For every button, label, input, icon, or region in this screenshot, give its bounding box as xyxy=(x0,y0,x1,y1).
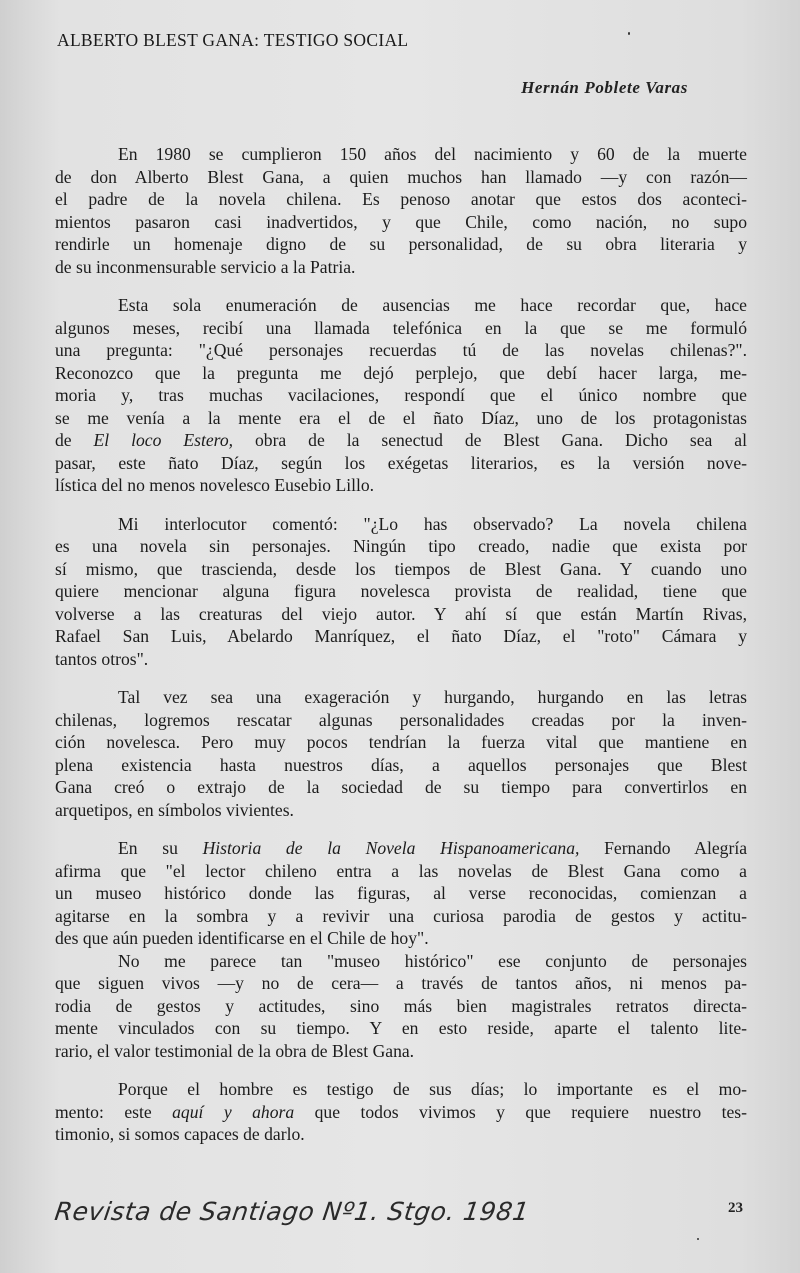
text-line: volverse a las creaturas del viejo autor. Y ahí sí que están Martín Rivas, xyxy=(55,603,747,624)
emphasis-aqui-y-ahora: aquí y ahora xyxy=(172,1101,295,1122)
handwritten-citation: Revista de Santiago Nº1. Stgo. 1981 xyxy=(52,1197,532,1226)
text-line: una pregunta: "¿Qué personajes recuerdas tú de las novelas chilenas?". xyxy=(55,340,747,360)
text-line: Esta sola enumeración de ausencias me hace recordar que, hace xyxy=(118,295,747,315)
text-line: arquetipos, en símbolos vivientes. xyxy=(55,799,294,820)
text-line: mente vinculados con su tiempo. Y en esto reside, aparte el talento lite- xyxy=(55,1018,747,1038)
text-fragment: En su xyxy=(118,838,203,858)
text-fragment: obra de la senectud de Blest Gana. Dicho sea al xyxy=(233,430,747,450)
paragraph-6 xyxy=(55,950,747,1063)
text-fragment: de xyxy=(55,430,94,450)
text-line: lística del no menos novelesco Eusebio Lillo. xyxy=(55,475,375,495)
text-line xyxy=(55,429,747,452)
book-title-historia-novela: Historia de la Novela Hispanoamericana, xyxy=(202,838,580,858)
text-line: No me parece tan "museo histórico" ese conjunto de personajes xyxy=(118,950,747,971)
text-line: un museo histórico donde las figuras, al verse reconocidas, comienzan a xyxy=(55,883,747,903)
text-line: rario, el valor testimonial de la obra de Blest Gana. xyxy=(55,1040,415,1061)
text-line: En 1980 se cumplieron 150 años del nacimiento y 60 de la muerte xyxy=(118,144,747,164)
text-line: rendirle un homenaje digno de su personalidad, de su obra literaria y xyxy=(55,234,747,254)
text-line: ción novelesca. Pero muy pocos tendrían la fuerza vital que mantiene en xyxy=(55,732,747,752)
paragraph-5 xyxy=(55,837,747,950)
article-body xyxy=(55,143,747,1146)
text-line: mientos pasaron casi inadvertidos, y que Chile, como nación, no supo xyxy=(55,211,747,232)
text-line xyxy=(55,1101,747,1124)
text-line: tantos otros". xyxy=(55,648,149,669)
text-line: agitarse en la sombra y a revivir una curiosa parodia de gestos y actitu- xyxy=(55,905,747,926)
scan-speck xyxy=(697,1238,699,1240)
text-line: sí mismo, que trascienda, desde los tiempos de Blest Gana. Y cuando uno xyxy=(55,558,747,579)
text-line: afirma que "el lector chileno entra a las novelas de Blest Gana como a xyxy=(55,860,747,881)
scan-speck xyxy=(628,32,630,35)
article-author: Hernán Poblete Varas xyxy=(521,78,688,97)
text-line: plena existencia hasta nuestros días, a aquellos personajes que Blest xyxy=(55,754,747,775)
paragraph-7 xyxy=(55,1078,747,1146)
text-line: Mi interlocutor comentó: "¿Lo has observado? La novela chilena xyxy=(118,513,747,534)
text-line: des que aún pueden identificarse en el Chile de hoy". xyxy=(55,928,429,948)
paragraph-3 xyxy=(55,513,747,671)
text-fragment: mento: este xyxy=(55,1101,173,1122)
text-line: Reconozco que la pregunta me dejó perplejo, que debí hacer larga, me- xyxy=(55,362,747,383)
text-line: Rafael San Luis, Abelardo Manríquez, el ñato Díaz, el "roto" Cámara y xyxy=(55,626,747,646)
text-line: Porque el hombre es testigo de sus días; lo importante es el mo- xyxy=(118,1079,747,1099)
article-title: ALBERTO BLEST GANA: TESTIGO SOCIAL xyxy=(57,30,409,50)
text-line: de don Alberto Blest Gana, a quien muchos han llamado —y con razón— xyxy=(55,166,747,187)
text-line: Tal vez sea una exageración y hurgando, hurgando en las letras xyxy=(118,687,747,707)
paragraph-4 xyxy=(55,686,747,821)
text-line: se me venía a la mente era el de el ñato Díaz, uno de los protagonistas xyxy=(55,407,747,428)
page-number: 23 xyxy=(728,1200,743,1216)
text-line: pasar, este ñato Díaz, según los exégetas literarios, es la versión nove- xyxy=(55,452,747,473)
text-line: chilenas, logremos rescatar algunas personalidades creadas por la inven- xyxy=(55,709,747,730)
paragraph-1 xyxy=(55,143,747,278)
text-line: quiere mencionar alguna figura novelesca provista de realidad, tiene que xyxy=(55,581,747,601)
text-line: que siguen vivos —y no de cera— a través de tantos años, ni menos pa- xyxy=(55,973,747,993)
text-line: el padre de la novela chilena. Es penoso anotar que estos dos aconteci- xyxy=(55,189,747,209)
text-line: algunos meses, recibí una llamada telefónica en la que se me formuló xyxy=(55,317,747,338)
text-line: moria y, tras muchas vacilaciones, respondí que el único nombre que xyxy=(55,385,747,405)
text-fragment: que todos vivimos y que requiere nuestro tes- xyxy=(294,1101,748,1122)
text-line: de su inconmensurable servicio a la Patria. xyxy=(55,256,356,277)
text-line xyxy=(55,837,747,860)
text-line: rodia de gestos y actitudes, sino más bien magistrales retratos directa- xyxy=(55,995,747,1016)
paragraph-2 xyxy=(55,294,747,497)
text-line: Gana creó o extrajo de la sociedad de su tiempo para convertirlos en xyxy=(55,777,747,797)
text-fragment: Fernando Alegría xyxy=(579,838,748,858)
text-line: es una novela sin personajes. Ningún tipo creado, nadie que exista por xyxy=(55,536,747,556)
book-title-el-loco-estero: El loco Estero, xyxy=(93,430,234,450)
text-line: timonio, si somos capaces de darlo. xyxy=(55,1124,305,1144)
